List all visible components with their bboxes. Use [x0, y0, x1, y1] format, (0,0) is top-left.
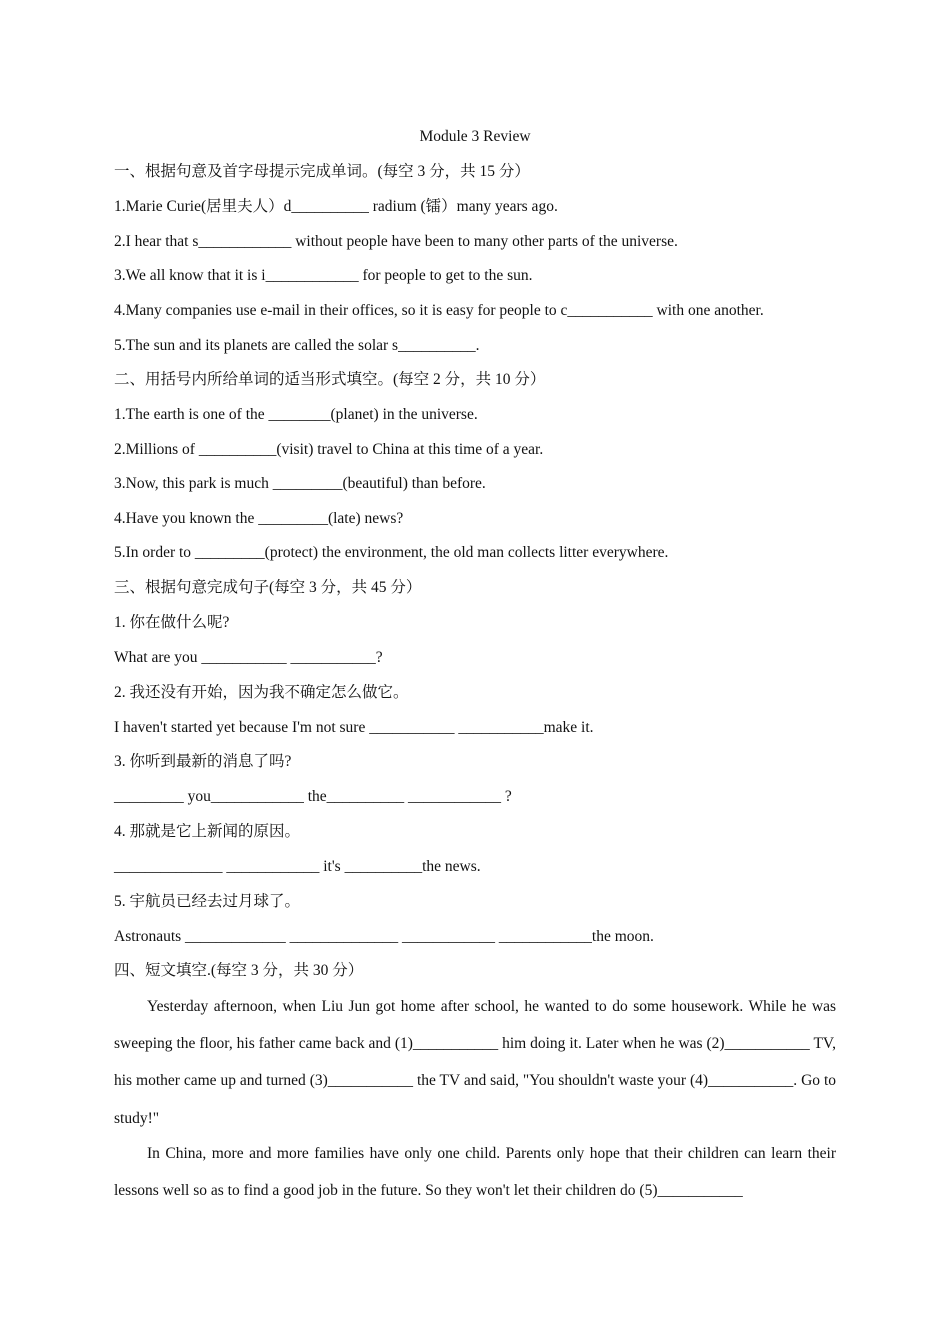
- section3-item-english: What are you ___________ ___________?: [114, 649, 383, 666]
- section3-item-chinese: 2. 我还没有开始，因为我不确定怎么做它。: [114, 684, 409, 701]
- page-title: Module 3 Review: [419, 128, 531, 145]
- section2-item: 1.The earth is one of the ________(planet) in the universe.: [114, 406, 478, 423]
- cloze-paragraph: Yesterday afternoon, when Liu Jun got home after school, he wanted to do some housework. While he was sweeping the floor, his father came back and (1)___________ him doing it. Later when he was (2)___________ TV, his mother came up and turned (3)___________ the TV and said, "You shouldn't waste your (4)___________. Go to study!": [114, 998, 836, 1127]
- section3-item-chinese: 5. 宇航员已经去过月球了。: [114, 893, 301, 910]
- section1-item: 2.I hear that s____________ without people have been to many other parts of the universe.: [114, 233, 678, 250]
- section3-item-english: I haven't started yet because I'm not sure ___________ ___________make it.: [114, 719, 594, 736]
- section2-item: 4.Have you known the _________(late) news?: [114, 510, 404, 527]
- section2-heading: 二、用括号内所给单词的适当形式填空。(每空 2 分，共 10 分）: [114, 371, 546, 388]
- section3-item-chinese: 4. 那就是它上新闻的原因。: [114, 823, 301, 840]
- section3-item-english: _________ you____________ the__________ ____________ ?: [114, 788, 512, 805]
- section1-heading: 一、根据句意及首字母提示完成单词。(每空 3 分，共 15 分）: [114, 163, 530, 180]
- section2-item: 2.Millions of __________(visit) travel to China at this time of a year.: [114, 441, 544, 458]
- section2-item: 5.In order to _________(protect) the environment, the old man collects litter everywhere.: [114, 544, 669, 561]
- section1-item: 3.We all know that it is i____________ for people to get to the sun.: [114, 267, 533, 284]
- section3-item-chinese: 3. 你听到最新的消息了吗?: [114, 753, 292, 770]
- section3-item-english: ______________ ____________ it's __________the news.: [114, 858, 481, 875]
- section1-item: 1.Marie Curie(居里夫人）d__________ radium (镭）many years ago.: [114, 198, 558, 215]
- section2-item: 3.Now, this park is much _________(beautiful) than before.: [114, 475, 486, 492]
- section3-item-english: Astronauts _____________ ______________ ____________ ____________the moon.: [114, 928, 654, 945]
- section3-item-chinese: 1. 你在做什么呢?: [114, 614, 230, 631]
- cloze-paragraph: In China, more and more families have only one child. Parents only hope that their children can learn their lessons well so as to find a good job in the future. So they won't let their children do (5)___________: [114, 1145, 836, 1200]
- section3-heading: 三、根据句意完成句子(每空 3 分，共 45 分）: [114, 579, 422, 596]
- section1-item: 4.Many companies use e-mail in their offices, so it is easy for people to c___________ with one another.: [114, 302, 764, 319]
- section4-heading: 四、短文填空.(每空 3 分，共 30 分）: [114, 962, 364, 979]
- section1-item: 5.The sun and its planets are called the solar s__________.: [114, 337, 480, 354]
